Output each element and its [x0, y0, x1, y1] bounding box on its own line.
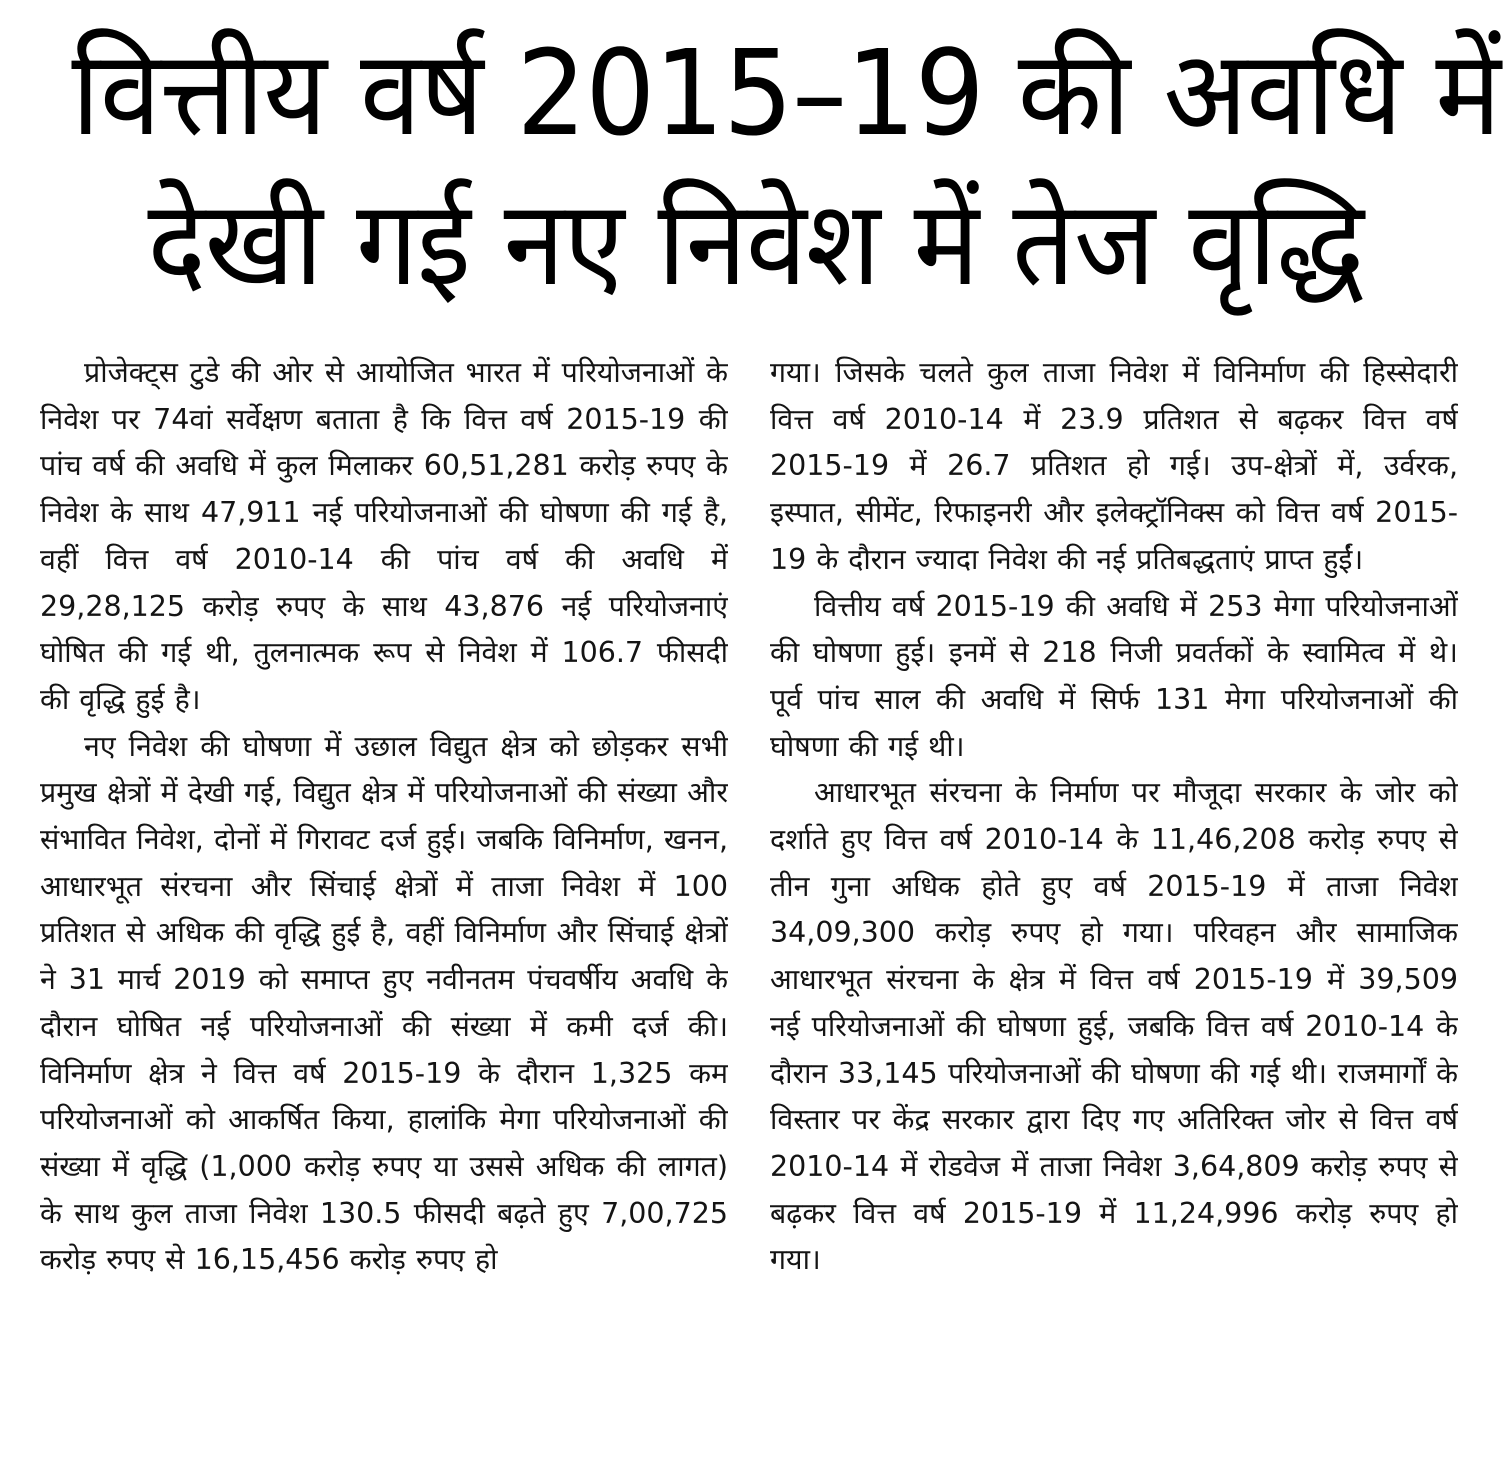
paragraph: प्रोजेक्ट्स टुडे की ओर से आयोजित भारत में परियोजनाओं के निवेश पर 74वां सर्वेक्षण बताता है कि वित्त वर्ष 2015-19 की पांच वर्ष की अवधि में कुल मिलाकर 60,51,281 करोड़ रुपए के निवेश के साथ 47,911 नई परियोजनाओं की घोषणा की गई है, वहीं वित्त वर्ष 2010-14 की पांच वर्ष की अवधि में 29,28,125 करोड़ रुपए के साथ 43,876 नई परियोजनाएं घोषित की गई थी, तुलनात्मक रूप से निवेश में 106.7 फीसदी की वृद्धि हुई है।	[40, 356, 728, 716]
headline-line-2: देखी गई नए निवेश में तेज वृद्धि	[147, 174, 1364, 312]
headline-line-1: वित्तीय वर्ष 2015–19 की अवधि में	[71, 24, 1501, 162]
column-right	[770, 350, 1458, 1450]
headline	[20, 18, 1501, 318]
column-left	[40, 350, 728, 1450]
paragraph: आधारभूत संरचना के निर्माण पर मौजूदा सरकार के जोर को दर्शाते हुए वित्त वर्ष 2010-14 के 11,46,208 करोड़ रुपए से तीन गुना अधिक होते हुए वर्ष 2015-19 में ताजा निवेश 34,09,300 करोड़ रुपए हो गया। परिवहन और सामाजिक आधारभूत संरचना के क्षेत्र में वित्त वर्ष 2015-19 में 39,509 नई परियोजनाओं की घोषणा हुई, जबकि वित्त वर्ष 2010-14 के दौरान 33,145 परियोजनाओं की घोषणा की गई थी। राजमार्गों के विस्तार पर केंद्र सरकार द्वारा दिए गए अतिरिक्त जोर से वित्त वर्ष 2010-14 में रोडवेज में ताजा निवेश 3,64,809 करोड़ रुपए से बढ़कर वित्त वर्ष 2015-19 में 11,24,996 करोड़ रुपए हो गया।	[770, 776, 1458, 1277]
paragraph: गया। जिसके चलते कुल ताजा निवेश में विनिर्माण की हिस्सेदारी वित्त वर्ष 2010-14 में 23.9 प्रतिशत से बढ़कर वित्त वर्ष 2015-19 में 26.7 प्रतिशत हो गई। उप-क्षेत्रों में, उर्वरक, इस्पात, सीमेंट, रिफाइनरी और इलेक्ट्रॉनिक्स को वित्त वर्ष 2015-19 के दौरान ज्यादा निवेश की नई प्रतिबद्धताएं प्राप्त हुईं।	[770, 356, 1458, 576]
paragraph: नए निवेश की घोषणा में उछाल विद्युत क्षेत्र को छोड़कर सभी प्रमुख क्षेत्रों में देखी गई, विद्युत क्षेत्र में परियोजनाओं की संख्या और संभावित निवेश, दोनों में गिरावट दर्ज हुई। जबकि विनिर्माण, खनन, आधारभूत संरचना और सिंचाई क्षेत्रों में ताजा निवेश में 100 प्रतिशत से अधिक की वृद्धि हुई है, वहीं विनिर्माण और सिंचाई क्षेत्रों ने 31 मार्च 2019 को समाप्त हुए नवीनतम पंचवर्षीय अवधि के दौरान घोषित नई परियोजनाओं की संख्या में कमी दर्ज की। विनिर्माण क्षेत्र ने वित्त वर्ष 2015-19 के दौरान 1,325 कम परियोजनाओं को आकर्षित किया, हालांकि मेगा परियोजनाओं की संख्या में वृद्धि (1,000 करोड़ रुपए या उससे अधिक की लागत) के साथ कुल ताजा निवेश 130.5 फीसदी बढ़ते हुए 7,00,725 करोड़ रुपए से 16,15,456 करोड़ रुपए हो	[40, 729, 728, 1277]
article-body	[40, 350, 1458, 1450]
paragraph: वित्तीय वर्ष 2015-19 की अवधि में 253 मेगा परियोजनाओं की घोषणा हुई। इनमें से 218 निजी प्रवर्तकों के स्वामित्व में थे। पूर्व पांच साल की अवधि में सिर्फ 131 मेगा परियोजनाओं की घोषणा की गई थी।	[770, 589, 1458, 763]
